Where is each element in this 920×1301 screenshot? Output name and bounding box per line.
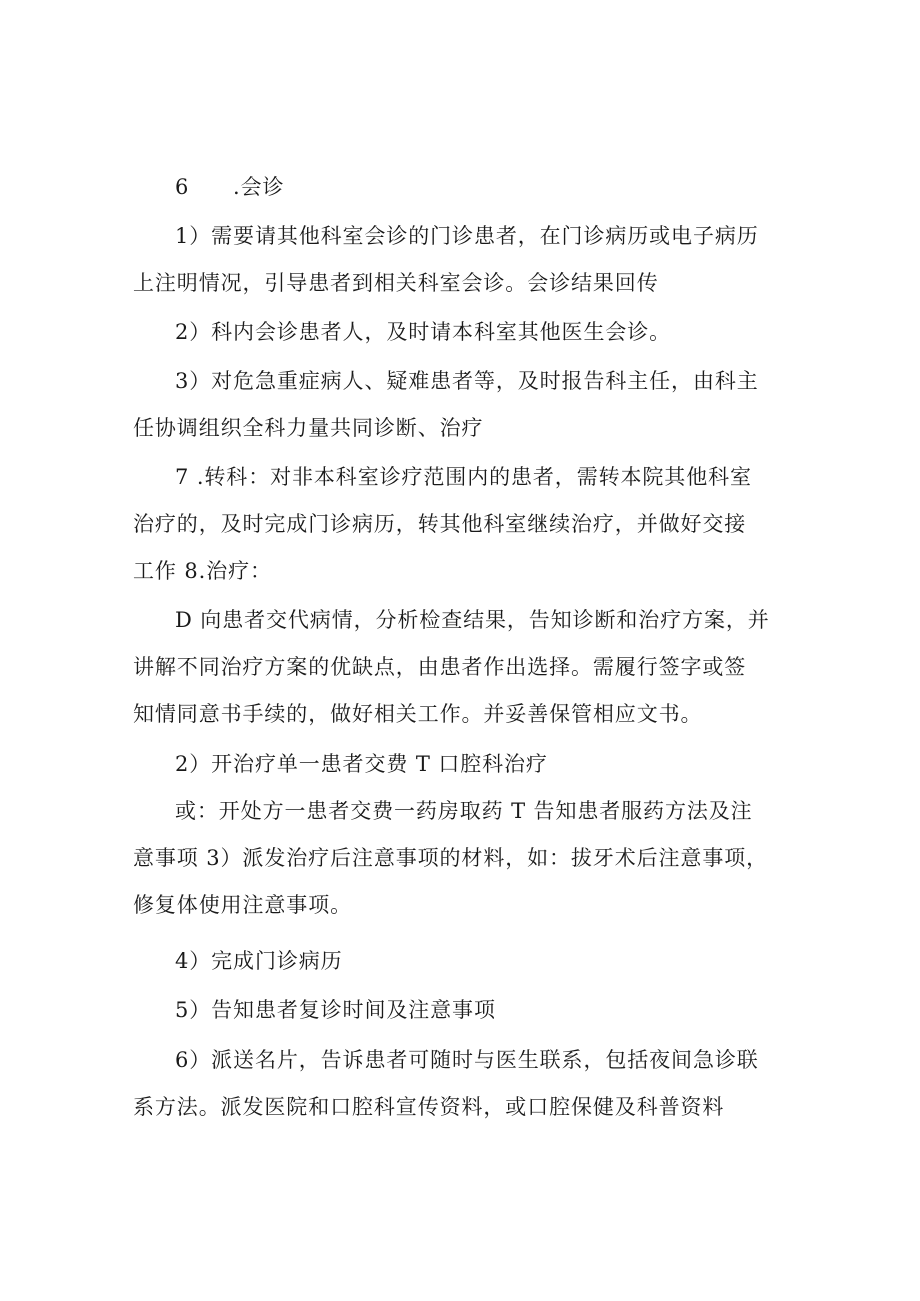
paragraph-line: 4）完成门诊病历	[175, 949, 343, 973]
paragraph-line: 意事项 3）派发治疗后注意事项的材料，如：拔牙术后注意事项，	[133, 846, 769, 870]
paragraph-line: 系方法。派发医院和口腔科宣传资料，或口腔保健及科普资料	[133, 1095, 725, 1119]
paragraph-line: D 向患者交代病情，分析检查结果，告知诊断和治疗方案，并	[175, 608, 770, 632]
section-6-heading: 6 .会诊	[175, 175, 285, 199]
paragraph-line: 2）开治疗单一患者交费 T 口腔科治疗	[175, 752, 548, 776]
paragraph-line: 修复体使用注意事项。	[133, 893, 352, 917]
paragraph-line: 知情同意书手续的，做好相关工作。并妥善保管相应文书。	[133, 702, 703, 726]
paragraph-line: 2）科内会诊患者人，及时请本科室其他医生会诊。	[175, 320, 672, 344]
section-7-heading: 7 .转科：对非本科室诊疗范围内的患者，需转本院其他科室	[175, 465, 752, 489]
paragraph-line: 任协调组织全科力量共同诊断、治疗	[133, 416, 484, 440]
paragraph-line: 或：开处方一患者交费一药房取药 T 告知患者服药方法及注	[175, 799, 753, 823]
paragraph-line: 1）需要请其他科室会诊的门诊患者，在门诊病历或电子病历	[175, 224, 759, 248]
paragraph-line: 上注明情况，引导患者到相关科室会诊。会诊结果回传	[133, 271, 659, 295]
paragraph-line: 工作 8.治疗：	[133, 559, 272, 583]
paragraph-line: 讲解不同治疗方案的优缺点，由患者作出选择。需履行签字或签	[133, 655, 747, 679]
paragraph-line: 5）告知患者复诊时间及注意事项	[175, 998, 496, 1022]
paragraph-line: 6）派送名片，告诉患者可随时与医生联系，包括夜间急诊联	[175, 1048, 759, 1072]
paragraph-line: 3）对危急重症病人、疑难患者等，及时报告科主任，由科主	[175, 369, 759, 393]
paragraph-line: 治疗的，及时完成门诊病历，转其他科室继续治疗，并做好交接	[133, 512, 747, 536]
